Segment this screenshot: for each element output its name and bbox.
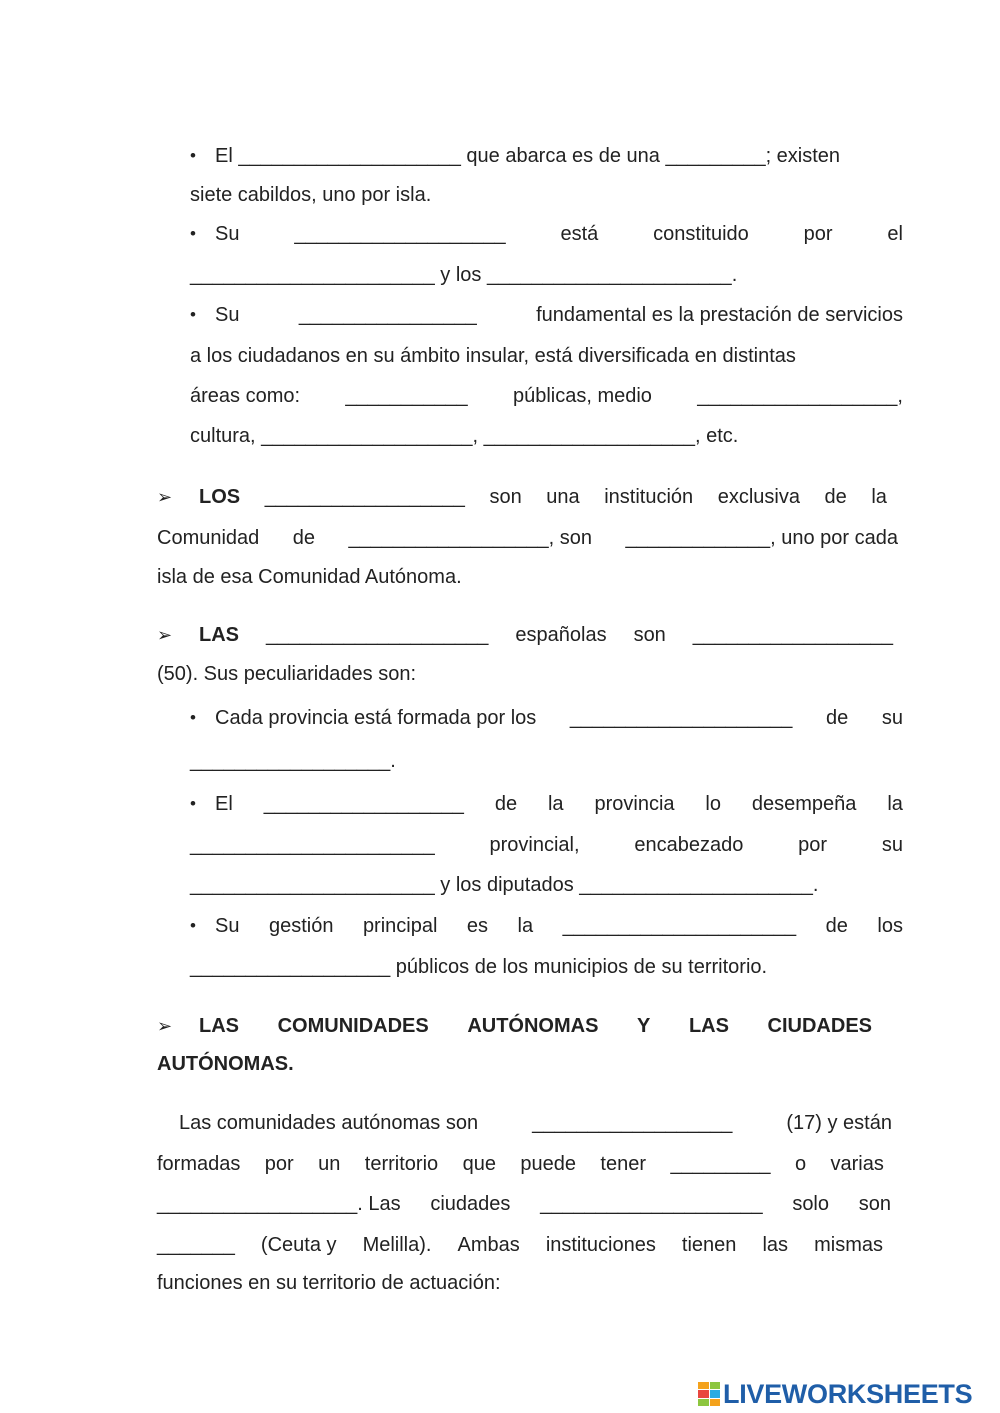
- blank-field[interactable]: ___________________: [294, 223, 506, 245]
- text-line: __________________ públicos de los municipios de su territorio.: [190, 956, 768, 978]
- blank-field[interactable]: __________________: [190, 956, 391, 978]
- text-line: __________________. Las ciudades ____________________ solo son: [157, 1193, 891, 1215]
- watermark-text: LIVEWORKSHEETS: [723, 1378, 973, 1409]
- blank-field[interactable]: ________________: [298, 304, 477, 326]
- text-line: siete cabildos, uno por isla.: [190, 184, 432, 206]
- blank-field[interactable]: __________________: [264, 486, 465, 508]
- text-line: Su ________________ fundamental es la prestación de servicios: [215, 304, 903, 326]
- text-line: ______________________ y los diputados _____________________.: [190, 874, 819, 896]
- text-line: cultura, ___________________, ___________________, etc.: [190, 425, 739, 447]
- text-line: isla de esa Comunidad Autónoma.: [157, 566, 462, 588]
- blank-field[interactable]: __________________: [348, 527, 549, 549]
- text-line: Cada provincia está formada por los ____________________ de su: [215, 707, 903, 729]
- blank-field[interactable]: _______: [157, 1234, 235, 1256]
- blank-field[interactable]: ___________________: [483, 425, 695, 447]
- text-line: formadas por un territorio que puede tener _________ o varias: [157, 1153, 884, 1175]
- bullet-icon: •: [190, 708, 196, 727]
- text-line: LOS __________________ son una institución exclusiva de la: [199, 486, 887, 508]
- liveworksheets-logo-icon: [698, 1382, 720, 1406]
- blank-field[interactable]: _________: [665, 145, 766, 167]
- blank-field[interactable]: ______________________: [190, 834, 435, 856]
- text-line: Las comunidades autónomas son __________________ (17) y están: [179, 1112, 892, 1134]
- text-line: Su ___________________ está constituido por el: [215, 223, 903, 245]
- blank-field[interactable]: __________________: [692, 624, 893, 646]
- arrow-bullet-icon: ➢: [157, 625, 173, 645]
- blank-field[interactable]: ____________________: [238, 145, 461, 167]
- blank-field[interactable]: __________________: [263, 793, 464, 815]
- blank-field[interactable]: ____________________: [540, 1193, 763, 1215]
- blank-field[interactable]: ______________________: [190, 264, 435, 286]
- bullet-icon: •: [190, 305, 196, 324]
- arrow-bullet-icon: ➢: [157, 487, 173, 507]
- text-line: El ____________________ que abarca es de una _________; existen: [215, 145, 841, 167]
- blank-field[interactable]: ___________: [345, 385, 468, 407]
- blank-field[interactable]: ____________________: [569, 707, 793, 729]
- blank-field[interactable]: __________________: [532, 1112, 733, 1134]
- text-line: ______________________ y los ______________________.: [190, 264, 738, 286]
- bullet-icon: •: [190, 794, 196, 813]
- blank-field[interactable]: ______________________: [190, 874, 435, 896]
- text-line: __________________.: [190, 750, 396, 772]
- blank-field[interactable]: _____________________: [562, 915, 797, 937]
- blank-field[interactable]: _________: [670, 1153, 771, 1175]
- blank-field[interactable]: ___________________: [261, 425, 473, 447]
- bullet-icon: •: [190, 224, 196, 243]
- blank-field[interactable]: __________________: [190, 750, 391, 772]
- blank-field[interactable]: __________________: [697, 385, 898, 407]
- text-line: áreas como: ___________ públicas, medio __________________,: [190, 385, 903, 407]
- blank-field[interactable]: __________________: [157, 1193, 358, 1215]
- blank-field[interactable]: _____________________: [579, 874, 813, 896]
- text-line: El __________________ de la provincia lo desempeña la: [215, 793, 903, 815]
- text-line: Su gestión principal es la _____________________ de los: [215, 915, 903, 937]
- text-line: a los ciudadanos en su ámbito insular, está diversificada en distintas: [190, 345, 796, 367]
- section-heading: LAS COMUNIDADES AUTÓNOMAS Y LAS CIUDADES: [199, 1015, 872, 1037]
- bullet-icon: •: [190, 146, 196, 165]
- blank-field[interactable]: ______________________: [486, 264, 732, 286]
- text-line: _______ (Ceuta y Melilla). Ambas instituciones tienen las mismas: [157, 1234, 883, 1256]
- bullet-icon: •: [190, 916, 196, 935]
- blank-field[interactable]: _____________: [625, 527, 771, 549]
- arrow-bullet-icon: ➢: [157, 1016, 173, 1036]
- text-line: Comunidad de __________________, son _____________, uno por cada: [157, 527, 898, 549]
- text-line: funciones en su territorio de actuación:: [157, 1272, 501, 1294]
- text-line: ______________________ provincial, encabezado por su: [190, 834, 903, 856]
- blank-field[interactable]: ____________________: [265, 624, 489, 646]
- liveworksheets-logo: [698, 1378, 972, 1410]
- text-line: (50). Sus peculiaridades son:: [157, 663, 417, 685]
- text-line: LAS ____________________ españolas son __________________: [199, 624, 893, 646]
- section-heading: AUTÓNOMAS.: [157, 1053, 294, 1075]
